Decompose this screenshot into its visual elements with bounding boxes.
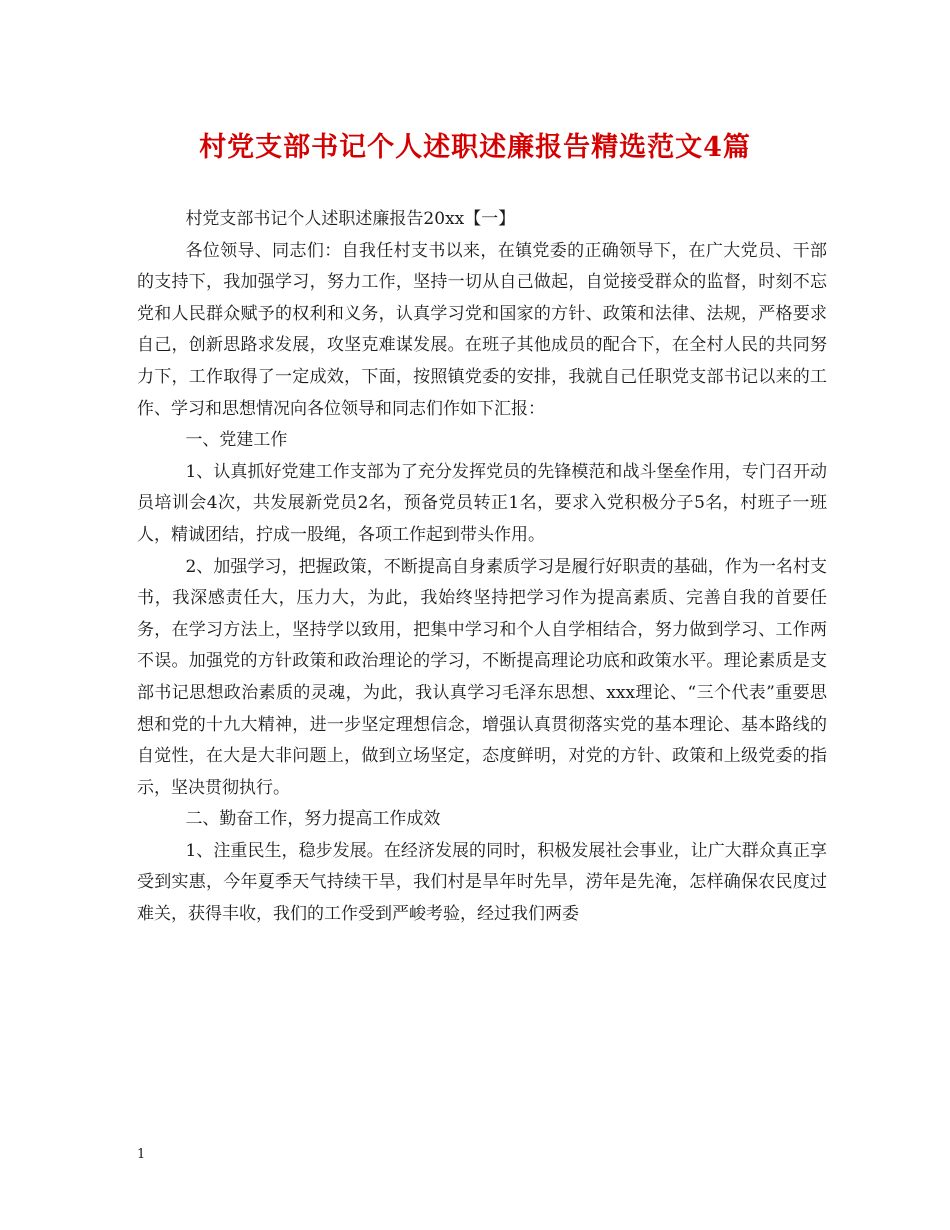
- paragraph-diligent-work-1: 1、注重民生，稳步发展。在经济发展的同时，积极发展社会事业，让广大群众真正享受到实惠，今年夏季天气持续干旱，我们村是旱年时先旱，涝年是先淹，怎样确保农民度过难关，获得丰收，我们的工作受到严峻考验，经过我们两委: [137, 840, 827, 925]
- paragraph-party-building-1: 1、认真抓好党建工作支部为了充分发挥党员的先锋模范和战斗堡垒作用，专门召开动员培训会4次，共发展新党员2名，预备党员转正1名，要求入党积极分子5名，村班子一班人，精诚团结，拧成一股绳，各项工作起到带头作用。: [137, 461, 827, 545]
- page-number: 1: [137, 1147, 146, 1162]
- document-body: [137, 204, 827, 931]
- paragraph-intro: 各位领导、同志们：自我任村支书以来，在镇党委的正确领导下，在广大党员、干部的支持下，我加强学习，努力工作，坚持一切从自己做起，自觉接受群众的监督，时刻不忘党和人民群众赋予的权利和义务，认真学习党和国家的方针、政策和法律、法规，严格要求自己，创新思路求发展，攻坚克难谋发展。在班子其他成员的配合下，在全村人民的共同努力下，工作取得了一定成效，下面，按照镇党委的安排，我就自己任职党支部书记以来的工作、学习和思想情况向各位领导和同志们作如下汇报：: [137, 240, 827, 419]
- section-heading-party-building: 一、党建工作: [185, 430, 288, 451]
- paragraph-party-building-2: 2、加强学习，把握政策，不断提高自身素质学习是履行好职责的基础，作为一名村支书，我深感责任大，压力大，为此，我始终坚持把学习作为提高素质、完善自我的首要任务，在学习方法上，坚持学以致用，把集中学习和个人自学相结合，努力做到学习、工作两不误。加强党的方针政策和政治理论的学习，不断提高理论功底和政策水平。理论素质是支部书记思想政治素质的灵魂，为此，我认真学习毛泽东思想、xxx理论、“三个代表”重要思想和党的十九大精神，进一步坚定理想信念，增强认真贯彻落实党的基本理论、基本路线的自觉性，在大是大非问题上，做到立场坚定，态度鲜明，对党的方针、政策和上级党委的指示，坚决贯彻执行。: [137, 556, 827, 798]
- report-subtitle: 村党支部书记个人述职述廉报告20xx【一】: [185, 209, 516, 229]
- document-title: 村党支部书记个人述职述廉报告精选范文4篇: [199, 132, 751, 163]
- section-heading-diligent-work: 二、勤奋工作，努力提高工作成效: [185, 809, 441, 830]
